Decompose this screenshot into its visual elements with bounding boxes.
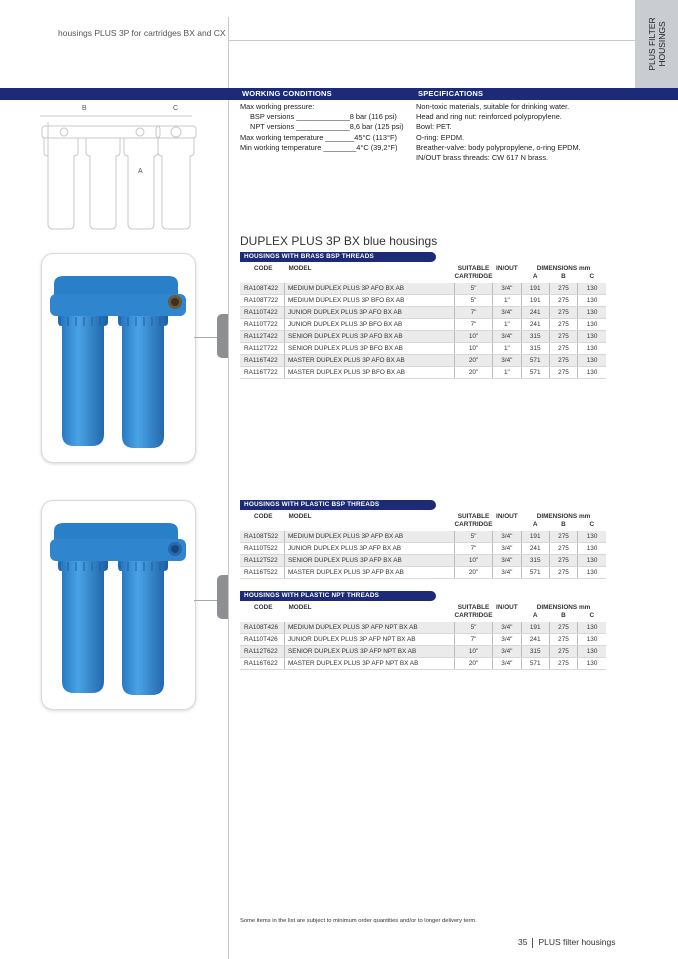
page-header: housings PLUS 3P for cartridges BX and CX [58, 28, 226, 38]
cell-dim-b: 275 [549, 634, 577, 646]
column-header-b: B [561, 521, 566, 528]
cell-dim-b: 275 [549, 343, 577, 355]
wc-label: Max working pressure: [240, 102, 315, 111]
cell-code: RA108T426 [240, 622, 284, 634]
table-title-plastic-npt: HOUSINGS WITH PLASTIC NPT THREADS [240, 591, 436, 601]
cell-dim-b: 275 [549, 295, 577, 307]
working-conditions-title: WORKING CONDITIONS [242, 89, 332, 98]
column-header-suitable: SUITABLE [457, 265, 490, 272]
column-header-c: C [589, 521, 595, 528]
table-header-row [240, 513, 606, 521]
table-plastic-bsp [240, 513, 606, 579]
table-row [240, 307, 606, 319]
dimension-c-label: C [173, 105, 179, 112]
footer-label: PLUS filter housings [538, 937, 616, 947]
cell-code: RA116T622 [240, 658, 284, 670]
working-conditions [240, 102, 404, 153]
cell-dim-b: 275 [549, 658, 577, 670]
cell-code: RA108T722 [240, 295, 284, 307]
vertical-divider [228, 17, 229, 959]
cell-dim-a: 241 [521, 319, 549, 331]
cell-dim-c: 130 [578, 307, 606, 319]
table-row [240, 319, 606, 331]
cell-inout: 3/4" [493, 543, 521, 555]
cell-dim-c: 130 [578, 634, 606, 646]
cell-dim-a: 315 [521, 555, 549, 567]
column-header-inout: IN/OUT [496, 604, 518, 611]
cell-inout: 1" [493, 295, 521, 307]
cell-code: RA116T522 [240, 567, 284, 579]
cell-dim-a: 241 [521, 543, 549, 555]
cell-dim-b: 275 [549, 543, 577, 555]
table-row [240, 331, 606, 343]
duplex-housing-image [42, 254, 195, 462]
cell-inout: 1" [493, 343, 521, 355]
cell-dim-b: 275 [549, 331, 577, 343]
cell-cartridge: 20" [454, 658, 492, 670]
cell-cartridge: 7" [454, 543, 492, 555]
cell-model: SENIOR DUPLEX PLUS 3P AFP NPT BX AB [284, 646, 454, 658]
cell-code: RA112T622 [240, 646, 284, 658]
cell-dim-b: 275 [549, 555, 577, 567]
cell-inout: 3/4" [493, 622, 521, 634]
cell-dim-b: 275 [549, 567, 577, 579]
table-row [240, 295, 606, 307]
cell-dim-a: 315 [521, 646, 549, 658]
cell-dim-a: 571 [521, 367, 549, 379]
cell-model: MEDIUM DUPLEX PLUS 3P BFO BX AB [284, 295, 454, 307]
cell-code: RA110T422 [240, 307, 284, 319]
cell-dim-c: 130 [578, 283, 606, 295]
cell-model: SENIOR DUPLEX PLUS 3P AFO BX AB [284, 331, 454, 343]
cell-dim-c: 130 [578, 367, 606, 379]
table-header-row [240, 604, 606, 612]
spec-line: IN/OUT brass threads: CW 617 N brass. [416, 153, 549, 163]
cell-cartridge: 5" [454, 531, 492, 543]
connector-line [194, 337, 217, 338]
cell-dim-a: 191 [521, 531, 549, 543]
table-row [240, 531, 606, 543]
cell-dim-a: 191 [521, 283, 549, 295]
cell-dim-b: 275 [549, 307, 577, 319]
cell-model: JUNIOR DUPLEX PLUS 3P AFP BX AB [284, 543, 454, 555]
wc-row [240, 143, 404, 153]
table-row [240, 646, 606, 658]
cell-dim-c: 130 [578, 355, 606, 367]
cell-dim-c: 130 [578, 622, 606, 634]
cell-dim-a: 191 [521, 622, 549, 634]
cell-code: RA108T422 [240, 283, 284, 295]
cell-dim-a: 571 [521, 658, 549, 670]
column-header-c: C [589, 273, 595, 280]
cell-dim-a: 315 [521, 343, 549, 355]
cell-dim-b: 275 [549, 622, 577, 634]
cell-model: SENIOR DUPLEX PLUS 3P BFO BX AB [284, 343, 454, 355]
table-row [240, 634, 606, 646]
wc-value: 8,6 bar (125 psi) [349, 122, 404, 132]
cell-cartridge: 10" [454, 555, 492, 567]
cell-cartridge: 10" [454, 646, 492, 658]
cell-dim-c: 130 [578, 343, 606, 355]
column-header-suitable: SUITABLE [457, 513, 490, 520]
cell-inout: 3/4" [493, 531, 521, 543]
table-row [240, 567, 606, 579]
cell-model: MEDIUM DUPLEX PLUS 3P AFP BX AB [284, 531, 454, 543]
page-number: 35 [518, 937, 528, 947]
cell-model: MASTER DUPLEX PLUS 3P BFO BX AB [284, 367, 454, 379]
product-image-card [41, 253, 196, 463]
footer-divider [532, 938, 533, 948]
column-header-cartridge: CARTRIDGE [454, 521, 493, 528]
cell-model: JUNIOR DUPLEX PLUS 3P AFP NPT BX AB [284, 634, 454, 646]
cell-dim-c: 130 [578, 543, 606, 555]
cell-inout: 3/4" [493, 634, 521, 646]
cell-cartridge: 20" [454, 567, 492, 579]
wc-value: 8 bar (116 psi) [349, 112, 397, 122]
table-row [240, 355, 606, 367]
cell-model: SENIOR DUPLEX PLUS 3P AFP BX AB [284, 555, 454, 567]
spec-line: Breather-valve: body polypropylene, o-ring EPDM. [416, 142, 581, 152]
header-divider [228, 40, 678, 41]
table-header-row [240, 265, 606, 273]
cell-cartridge: 5" [454, 283, 492, 295]
dimension-b-label: B [82, 105, 87, 112]
column-header-cartridge: CARTRIDGE [454, 612, 493, 619]
cell-cartridge: 7" [454, 634, 492, 646]
section-tab-line-1: PLUS FILTER [646, 17, 657, 71]
spec-line: Head and ring nut: reinforced polypropylene. [416, 112, 562, 122]
cell-cartridge: 20" [454, 367, 492, 379]
cell-model: JUNIOR DUPLEX PLUS 3P BFO BX AB [284, 319, 454, 331]
wc-row [240, 112, 404, 122]
wc-row [240, 122, 404, 132]
cell-inout: 3/4" [493, 658, 521, 670]
cell-inout: 3/4" [493, 555, 521, 567]
wc-label: Max working temperature _______ [240, 132, 355, 142]
cell-dim-b: 275 [549, 531, 577, 543]
spec-line: Non-toxic materials, suitable for drinking water. [416, 102, 570, 111]
cell-cartridge: 10" [454, 343, 492, 355]
cell-cartridge: 5" [454, 622, 492, 634]
dimension-drawing [34, 104, 204, 230]
product-image-card [41, 500, 196, 710]
cell-dim-a: 571 [521, 355, 549, 367]
dimension-a-label: A [138, 168, 143, 175]
cell-code: RA112T722 [240, 343, 284, 355]
column-header-a: A [532, 521, 538, 528]
wc-value: 4°C (39,2°F) [356, 142, 398, 152]
table-row [240, 343, 606, 355]
cell-inout: 1" [493, 319, 521, 331]
wc-label: Min working temperature ________ [240, 142, 357, 152]
cell-inout: 3/4" [493, 307, 521, 319]
table-row [240, 283, 606, 295]
column-header-dimensions: DIMENSIONS mm [536, 604, 591, 611]
column-header-inout: IN/OUT [496, 513, 518, 520]
cell-model: MASTER DUPLEX PLUS 3P AFP BX AB [284, 567, 454, 579]
cell-code: RA112T522 [240, 555, 284, 567]
info-bar [0, 88, 678, 100]
column-header-inout: IN/OUT [496, 265, 518, 272]
column-header-suitable: SUITABLE [457, 604, 490, 611]
cell-dim-a: 571 [521, 567, 549, 579]
page-footer [518, 937, 615, 948]
cell-dim-b: 275 [549, 367, 577, 379]
column-header-cartridge: CARTRIDGE [454, 273, 493, 280]
cell-inout: 3/4" [493, 567, 521, 579]
table-title-brass-bsp: HOUSINGS WITH BRASS BSP THREADS [240, 252, 436, 262]
wc-row [240, 102, 404, 112]
cell-dim-c: 130 [578, 531, 606, 543]
column-header-a: A [532, 273, 538, 280]
column-header-code: CODE [254, 265, 273, 272]
column-header-dimensions: DIMENSIONS mm [536, 513, 591, 520]
cell-code: RA112T422 [240, 331, 284, 343]
cell-model: JUNIOR DUPLEX PLUS 3P AFO BX AB [284, 307, 454, 319]
wc-value: 45°C (113°F) [354, 132, 397, 142]
scroll-handle[interactable] [217, 314, 228, 358]
table-title-plastic-bsp: HOUSINGS WITH PLASTIC BSP THREADS [240, 500, 436, 510]
table-brass-bsp [240, 265, 606, 379]
cell-cartridge: 5" [454, 295, 492, 307]
table-row [240, 543, 606, 555]
specifications [416, 102, 581, 163]
cell-cartridge: 20" [454, 355, 492, 367]
cell-inout: 1" [493, 367, 521, 379]
footnote: Some items in the list are subject to minimum order quantities and/or to longer delivery term. [240, 918, 477, 924]
cell-code: RA110T426 [240, 634, 284, 646]
cell-code: RA110T722 [240, 319, 284, 331]
wc-label: NPT versions _____________ [250, 122, 350, 132]
column-header-model: MODEL [288, 513, 312, 520]
cell-inout: 3/4" [493, 646, 521, 658]
cell-code: RA116T422 [240, 355, 284, 367]
cell-dim-b: 275 [549, 355, 577, 367]
cell-dim-a: 241 [521, 307, 549, 319]
wc-label: BSP versions _____________ [250, 112, 350, 122]
table-row [240, 555, 606, 567]
column-header-model: MODEL [288, 604, 312, 611]
table-row [240, 658, 606, 670]
cell-dim-c: 130 [578, 646, 606, 658]
wc-row [240, 133, 404, 143]
cell-dim-c: 130 [578, 319, 606, 331]
cell-cartridge: 7" [454, 307, 492, 319]
section-tab-label [647, 17, 667, 70]
scroll-handle[interactable] [217, 575, 228, 619]
duplex-housing-image [42, 501, 195, 709]
cell-dim-b: 275 [549, 283, 577, 295]
cell-dim-c: 130 [578, 555, 606, 567]
column-header-code: CODE [254, 604, 273, 611]
section-tab[interactable] [635, 0, 678, 88]
column-header-b: B [561, 273, 566, 280]
connector-line [194, 600, 217, 601]
spec-line: O-ring: EPDM. [416, 132, 465, 142]
cell-cartridge: 7" [454, 319, 492, 331]
cell-cartridge: 10" [454, 331, 492, 343]
cell-dim-c: 130 [578, 567, 606, 579]
spec-line: Bowl: PET. [416, 122, 452, 132]
column-header-c: C [589, 612, 595, 619]
cell-dim-b: 275 [549, 646, 577, 658]
column-header-b: B [561, 612, 566, 619]
cell-dim-c: 130 [578, 331, 606, 343]
cell-code: RA110T522 [240, 543, 284, 555]
cell-dim-b: 275 [549, 319, 577, 331]
cell-code: RA108T522 [240, 531, 284, 543]
product-title: DUPLEX PLUS 3P BX blue housings [240, 234, 438, 248]
column-header-dimensions: DIMENSIONS mm [536, 265, 591, 272]
cell-inout: 3/4" [493, 355, 521, 367]
cell-dim-c: 130 [578, 295, 606, 307]
cell-inout: 3/4" [493, 331, 521, 343]
column-header-a: A [532, 612, 538, 619]
cell-model: MASTER DUPLEX PLUS 3P AFP NPT BX AB [284, 658, 454, 670]
specifications-title: SPECIFICATIONS [418, 89, 484, 98]
cell-model: MASTER DUPLEX PLUS 3P AFO BX AB [284, 355, 454, 367]
cell-inout: 3/4" [493, 283, 521, 295]
section-tab-line-2: HOUSINGS [656, 21, 667, 67]
cell-dim-c: 130 [578, 658, 606, 670]
cell-dim-a: 241 [521, 634, 549, 646]
cell-model: MEDIUM DUPLEX PLUS 3P AFO BX AB [284, 283, 454, 295]
cell-dim-a: 315 [521, 331, 549, 343]
column-header-model: MODEL [288, 265, 312, 272]
cell-code: RA116T722 [240, 367, 284, 379]
table-row [240, 622, 606, 634]
cell-dim-a: 191 [521, 295, 549, 307]
cell-model: MEDIUM DUPLEX PLUS 3P AFP NPT BX AB [284, 622, 454, 634]
column-header-code: CODE [254, 513, 273, 520]
table-row [240, 367, 606, 379]
table-plastic-npt [240, 604, 606, 670]
